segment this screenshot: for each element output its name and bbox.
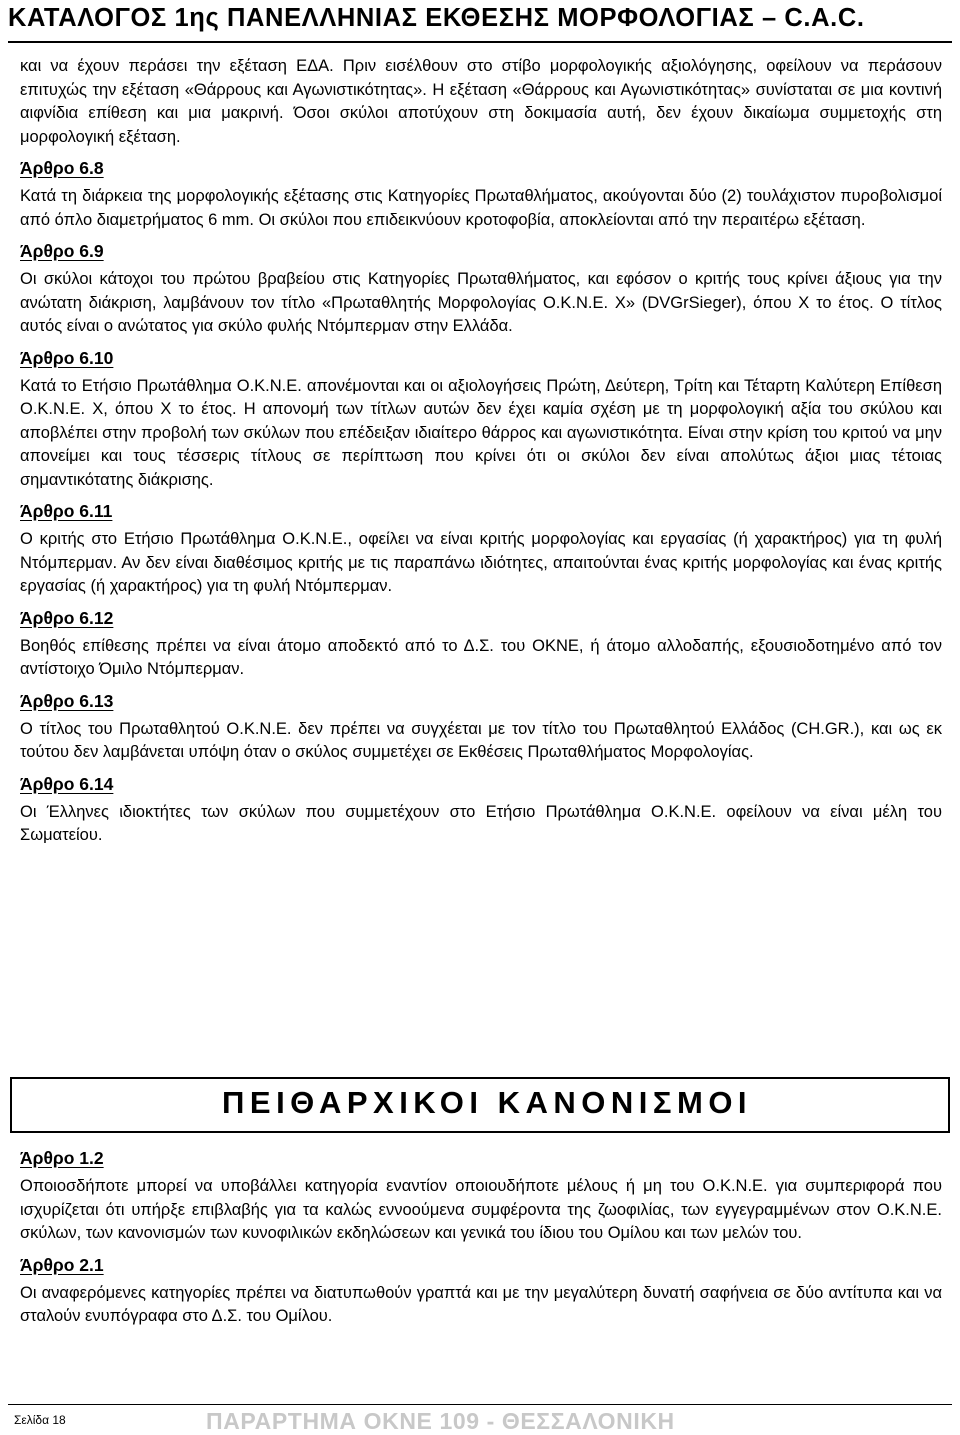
disciplinary-content <box>20 1139 942 1329</box>
article-text-6-9: Οι σκύλοι κάτοχοι του πρώτου βραβείου στις Κατηγορίες Πρωταθλήματος, και εφόσον ο κριτής τους κρίνει άξιους για την ανώτατη διάκριση, λαμβάνουν τον τίτλο «Πρωταθλητής Μορφολογίας Ο.Κ.Ν.Ε. Χ» (DVGrSieger), όπου Χ το έτος. Ο τίτλος αυτός είναι ο ανώτατος για σκύλο φυλής Ντόμπερμαν στην Ελλάδα. <box>20 270 942 335</box>
article-title-6-8: Άρθρο 6.8 <box>20 158 104 178</box>
article-text-1-2: Οποιοσδήποτε μπορεί να υποβάλλει κατηγορία εναντίον οποιουδήποτε μέλους ή μη του Ο.Κ.Ν.Ε. για συμπεριφορά που ισχυρίζεται ότι υπήρξε επιβλαβής για τα καλώς εννοούμενα συμφέροντα της ζωοφιλίας, των εγγεγραμμένων στον Ο.Κ.Ν.Ε. σκύλων, των κανονισμών των κυνοφιλικών εκδηλώσεων και γενικά του ίδιου του Ομίλου και των μελών του. <box>20 1177 942 1242</box>
article-text-6-13: Ο τίτλος του Πρωταθλητού Ο.Κ.Ν.Ε. δεν πρέπει να συγχέεται με τον τίτλο του Πρωταθλητού Ελλάδος (CH.GR.), και ως εκ τούτου δεν λαμβάνεται υπόψη όταν ο σκύλος συμμετέχει σε Εκθέσεις Πρωταθλήματος Μορφολογίας. <box>20 719 942 761</box>
article-title-1-2: Άρθρο 1.2 <box>20 1148 104 1168</box>
article-text-6-11: Ο κριτής στο Ετήσιο Πρωτάθλημα Ο.Κ.Ν.Ε., οφείλει να είναι κριτής μορφολογίας και εργασίας (ή χαρακτήρος) για τη φυλή Ντόμπερμαν. Αν δεν είναι διαθέσιμος κριτής με τις παραπάνω ιδιότητες, απαιτούνται ένας κριτής μορφολογίας και ένας κριτής εργασίας (ή χαρακτήρος) για τη φυλή Ντόμπερμαν. <box>20 530 942 595</box>
page-number: Σελίδα 18 <box>14 1413 66 1427</box>
article-text-6-10: Κατά το Ετήσιο Πρωτάθλημα Ο.Κ.Ν.Ε. απονέμονται και οι αξιολογήσεις Πρώτη, Δεύτερη, Τρίτη και Τέταρτη Καλύτερη Επίθεση Ο.Κ.Ν.Ε. Χ, όπου Χ το έτος. Η απονομή των τίτλων αυτών δεν έχει καμία σχέση με τη μορφολογική αξία του σκύλου και αποβλέπει στην προβολή των σκύλων που επέδειξαν ιδιαίτερο θάρρος και αγωνιστικότητα. Είναι στην κρίση του κριτού να μην απονείμει και τους τέσσερις τίτλους σε περίπτωση που κρίνει ότι οι σκύλοι δεν είναι απολύτως άξιοι μιας τέτοιας σημαντικότατης διάκρισης. <box>20 376 942 489</box>
article-title-2-1: Άρθρο 2.1 <box>20 1254 104 1275</box>
article-title-6-11: Άρθρο 6.11 <box>20 501 113 521</box>
article-title-6-14: Άρθρο 6.14 <box>20 773 114 794</box>
main-content <box>20 55 942 848</box>
article-text-6-8: Κατά τη διάρκεια της μορφολογικής εξέτασης στις Κατηγορίες Πρωταθλήματος, ακούγονται δύο (2) τουλάχιστον πυροβολισμοί από όπλο διαμετρήματος 6 mm. Οι σκύλοι που επιδεικνύουν κροτοφοβία, αποκλείονται από την περαιτέρω εξέταση. <box>20 187 942 229</box>
footer-title: ΠΑΡΑΡΤΗΜΑ ΟΚΝΕ 109 - ΘΕΣΣΑΛΟΝΙΚΗ <box>206 1408 675 1434</box>
article-title-6-10: Άρθρο 6.10 <box>20 347 114 368</box>
header-divider <box>8 41 952 43</box>
article-text-2-1: Οι αναφερόμενες κατηγορίες πρέπει να διατυπωθούν γραπτά και με την μεγαλύτερη δυνατή σαφήνεια σε δύο αντίτυπα και να σταλούν ενυπόγραφα στο Δ.Σ. του Ομίλου. <box>20 1283 942 1325</box>
footer-divider <box>8 1404 952 1405</box>
article-text-6-14: Οι Έλληνες ιδιοκτήτες των σκύλων που συμμετέχουν στο Ετήσιο Πρωτάθλημα Ο.Κ.Ν.Ε. οφείλουν να είναι μέλη του Σωματείου. <box>20 802 942 844</box>
intro-paragraph: και να έχουν περάσει την εξέταση ΕΔΑ. Πριν εισέλθουν στο στίβο μορφολογικής αξιολόγησης, οφείλουν να περάσουν επιτυχώς την εξέταση «Θάρρους και Αγωνιστικότητας». Η εξέταση «Θάρρους και Αγωνιστικότητας» συνίσταται σε μια κοντινή αιφνίδια επίθεση και μια μακρινή. Όσοι σκύλοι αποτύχουν στη δοκιμασία αυτή, δεν έχουν δικαίωμα συμμετοχής στη μορφολογική εξέταση. <box>20 57 942 146</box>
section-title: ΠΕΙΘΑΡΧΙΚΟΙ ΚΑΝΟΝΙΣΜΟΙ <box>222 1085 753 1120</box>
document-header: ΚΑΤΑΛΟΓΟΣ 1ης ΠΑΝΕΛΛΗΝΙΑΣ ΕΚΘΕΣΗΣ ΜΟΡΦΟΛΟΓΙΑΣ – C.A.C. <box>8 4 865 32</box>
article-title-6-12: Άρθρο 6.12 <box>20 607 114 628</box>
article-text-6-12: Βοηθός επίθεσης πρέπει να είναι άτομο αποδεκτό από το Δ.Σ. του ΟΚΝΕ, ή άτομο αλλοδαπής, εξουσιοδοτημένο από τον αντίστοιχο Όμιλο Ντόμπερμαν. <box>20 636 942 678</box>
article-title-6-13: Άρθρο 6.13 <box>20 690 114 711</box>
article-title-6-9: Άρθρο 6.9 <box>20 241 104 261</box>
section-banner <box>10 1077 950 1133</box>
